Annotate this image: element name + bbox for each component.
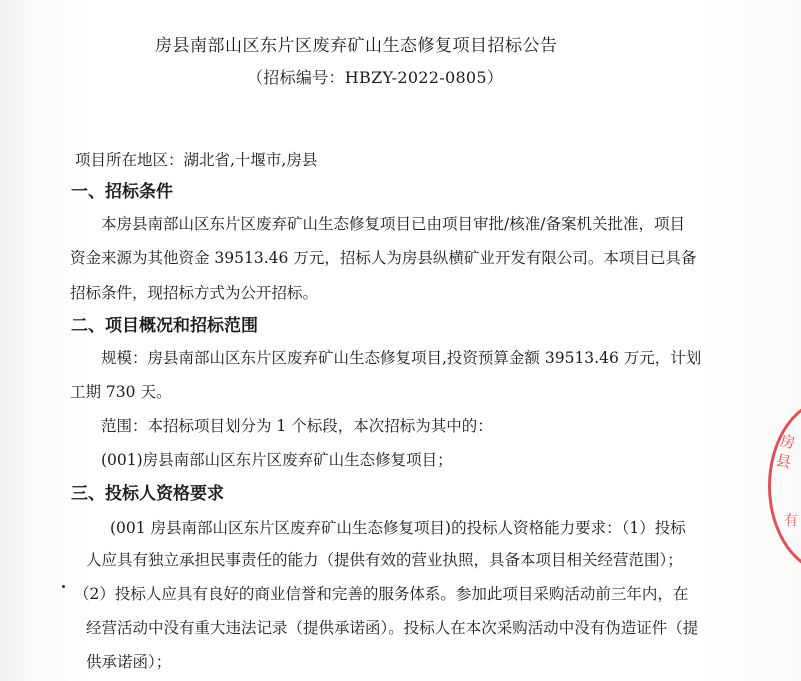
- paragraph-line: 经营活动中没有重大违法记录（提供承诺函）。投标人在本次采购活动中没有伪造证件（提: [86, 619, 699, 637]
- section-heading-1: 一、招标条件: [71, 182, 173, 202]
- paragraph-line: （2）投标人应具有良好的商业信誉和完善的服务体系。参加此项目采购活动前三年内，在: [74, 585, 689, 603]
- document-title: 房县南部山区东片区废弃矿山生态修复项目招标公告: [155, 36, 558, 56]
- section-heading-2: 二、项目概况和招标范围: [71, 316, 258, 336]
- section-heading-3: 三、投标人资格要求: [71, 484, 224, 504]
- paragraph-line: 供承诺函）；: [86, 653, 172, 671]
- paragraph-line: 规模：房县南部山区东片区废弃矿山生态修复项目,投资预算金额 39513.46 万元，计划: [101, 349, 702, 367]
- paragraph-line: 人应具有独立承担民事责任的能力（提供有效的营业执照，具备本项目相关经营范围）；: [86, 551, 683, 569]
- seal-text: 房县: [774, 431, 797, 472]
- paragraph-line: 范围：本招标项目划分为 1 个标段，本次招标为其中的：: [101, 417, 493, 435]
- paragraph-line: 本房县南部山区东片区废弃矿山生态修复项目已由项目审批/核准/备案机关批准，项目: [101, 215, 685, 233]
- tender-code: （招标编号：HBZY-2022-0805）: [247, 68, 504, 87]
- seal-text-2: 有: [784, 513, 798, 529]
- project-location: 项目所在地区：湖北省,十堰市,房县: [75, 151, 318, 169]
- official-seal: [768, 398, 801, 574]
- paragraph-line: 招标条件，现招标方式为公开招标。: [70, 284, 319, 302]
- paragraph-line: (001)房县南部山区东片区废弃矿山生态修复项目；: [101, 451, 453, 469]
- paragraph-line: (001 房县南部山区东片区废弃矿山生态修复项目)的投标人资格能力要求：（1）投标: [110, 519, 686, 537]
- scan-speck: [62, 585, 65, 588]
- paragraph-line: 工期 730 天。: [70, 383, 172, 401]
- paragraph-line: 资金来源为其他资金 39513.46 万元，招标人为房县纵横矿业开发有限公司。本项目已具备: [70, 249, 697, 267]
